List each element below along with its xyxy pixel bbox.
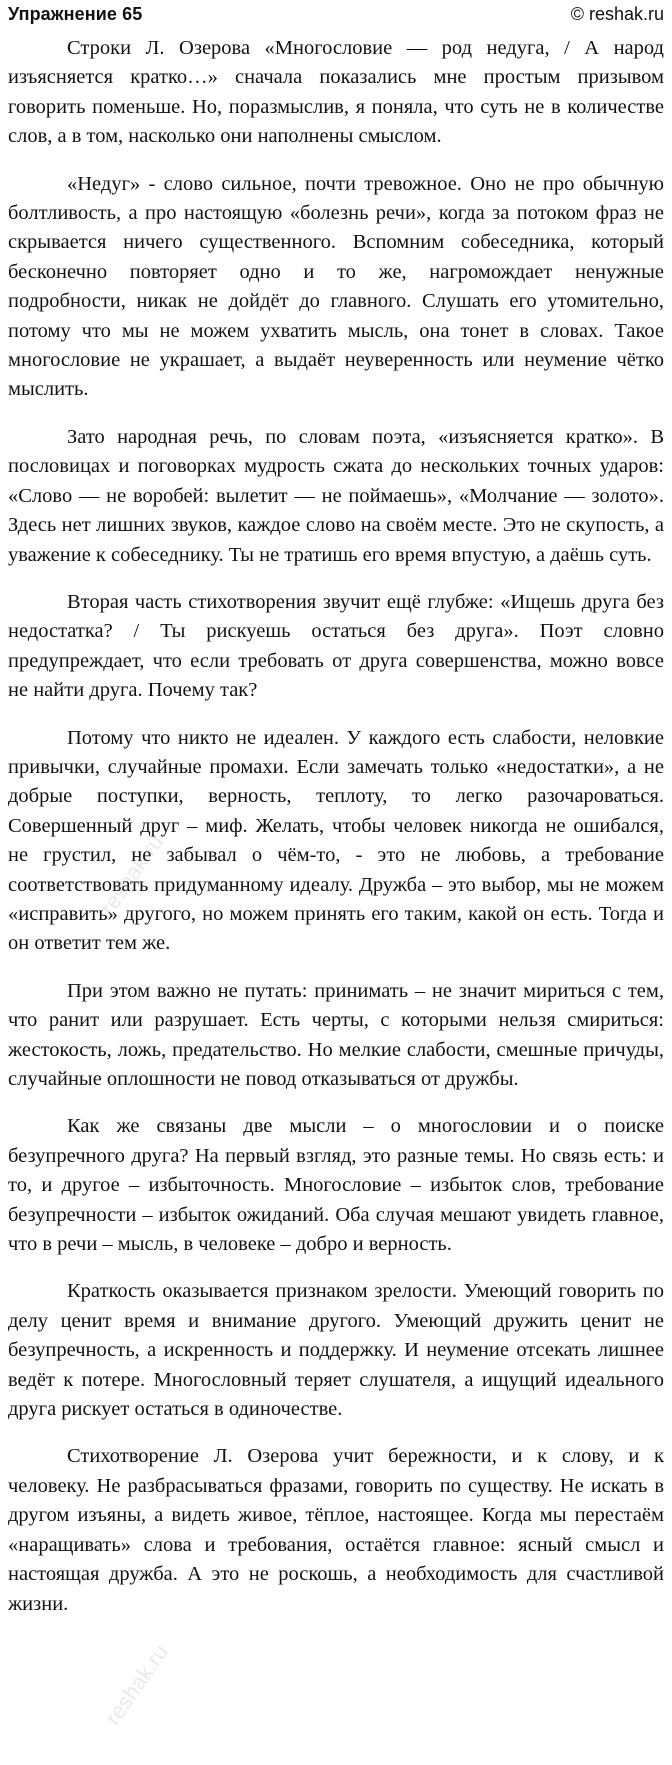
paragraph-2: «Недуг» - слово сильное, почти тревожное. Оно не про обычную болтливость, а про настоящую «болезнь речи», когда за потоком фраз не скрывается ничего существенного. Вспомним собеседника, который бесконечно повторяет одно и то же, нагромождает ненужные подробности, никак не дойдёт до главного. Слушать его утомительно, потому что мы не можем ухватить мысль, она тонет в словах. Такое многословие не украшает, а выдаёт неуверенность или неумение чётко мыслить.: [8, 172, 664, 401]
source-label: © reshak.ru: [570, 3, 664, 24]
paragraph-3: Зато народная речь, по словам поэта, «изъясняется кратко». В пословицах и поговорках мудрость сжата до нескольких точных ударов: «Слово — не воробей: вылетит — не поймаешь», «Молчание — золото». Здесь нет лишних звуков, каждое слово на своём месте. Это не скупость, а уважение к собеседнику. Ты не тратишь его время впустую, а даёшь суть.: [8, 425, 664, 566]
paragraph-9: Стихотворение Л. Озерова учит бережности, и к слову, и к человеку. Не разбрасываться фразами, говорить по существу. Не искать в другом изъяны, а видеть живое, тёплое, настоящее. Когда мы перестаём «наращивать» слова и требования, остаётся главное: ясный смысл и настоящая дружба. А это не роскошь, а необходимость для счастливой жизни.: [8, 1445, 664, 1615]
watermark: reshak.ru: [95, 829, 169, 920]
essay-body: [8, 34, 664, 1637]
page-header: [0, 0, 672, 28]
paragraph-1: Строки Л. Озерова «Многословие — род недуга, / А народ изъясняется кратко…» сначала показались мне простым призывом говорить поменьше. Но, поразмыслив, я поняла, что суть не в количестве слов, а в том, насколько они наполнены смыслом.: [8, 37, 664, 148]
paragraph-7: Как же связаны две мысли – о многословии и о поиске безупречного друга? На первый взгляд, это разные темы. Но связь есть: и то, и другое – избыточность. Многословие – избыток слов, требование безупречности – избыток ожиданий. Оба случая мешают увидеть главное, что в речи – мысль, в человеке – добро и верность.: [8, 1115, 664, 1256]
paragraph-8: Краткость оказывается признаком зрелости. Умеющий говорить по делу ценит время и внимание другого. Умеющий дружить ценит не безупречность, а искренность и поддержку. И неумение отсекать лишнее ведёт к потере. Многословный теряет слушателя, а ищущий идеального друга рискует остаться в одиночестве.: [8, 1280, 664, 1421]
exercise-title: Упражнение 65: [8, 3, 143, 24]
paragraph-4: Вторая часть стихотворения звучит ещё глубже: «Ищешь друга без недостатка? / Ты рискуешь остаться без друга». Поэт словно предупреждает, что если требовать от друга совершенства, можно вовсе не найти друга. Почему так?: [8, 590, 664, 702]
watermark: reshak.ru: [100, 1639, 174, 1730]
paragraph-5: Потому что никто не идеален. У каждого есть слабости, неловкие привычки, случайные промахи. Если замечать только «недостатки», а не добрые поступки, верность, теплоту, то легко разочароваться. Совершенный друг – миф. Желать, чтобы человек никогда не ошибался, не грустил, не забывал о чём-то, - это не любовь, а требование соответствовать придуманному идеалу. Дружба – это выбор, мы не можем «исправить» другого, но можем принять его таким, какой он есть. Тогда и он ответит тем же.: [8, 726, 664, 955]
paragraph-6: При этом важно не путать: принимать – не значит мириться с тем, что ранит или разрушает. Есть черты, с которыми нельзя смириться: жестокость, ложь, предательство. Но мелкие слабости, смешные причуды, случайные оплошности не повод отказываться от дружбы.: [8, 979, 664, 1090]
